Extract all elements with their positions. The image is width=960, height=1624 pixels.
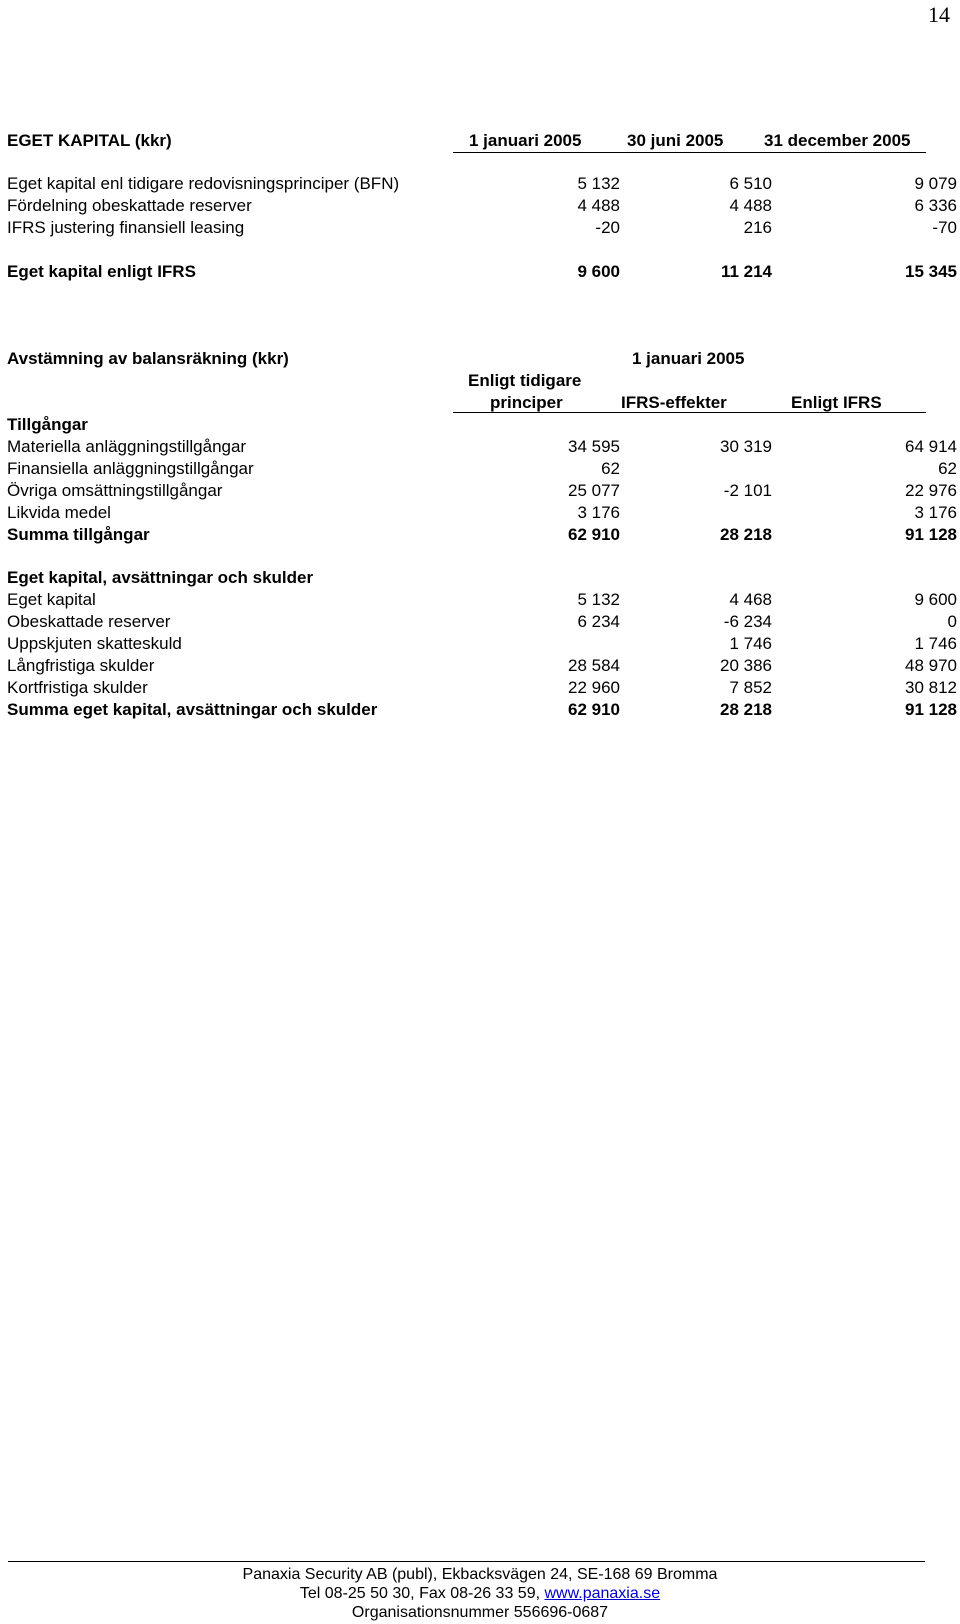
footer-contact xyxy=(0,1585,960,1603)
balance-col1-header: Enligt tidigare xyxy=(468,371,582,390)
cell-value: 9 600 xyxy=(577,262,620,281)
balance-col2-header: IFRS-effekter xyxy=(621,393,727,412)
balance-header-row-1 xyxy=(7,371,960,393)
cell-value: 5 132 xyxy=(577,174,620,193)
cell-value: -20 xyxy=(595,218,620,237)
cell-value: 62 910 xyxy=(568,700,620,719)
table-row xyxy=(7,218,960,240)
cell-value: 6 510 xyxy=(729,174,772,193)
equity-col-header: 30 juni 2005 xyxy=(627,131,724,150)
cell-value: 15 345 xyxy=(905,262,957,281)
cell-value: 28 584 xyxy=(568,656,620,675)
row-label: Kortfristiga skulder xyxy=(7,678,148,697)
balance-date: 1 januari 2005 xyxy=(632,349,745,368)
row-label: Summa eget kapital, avsättningar och skulder xyxy=(7,700,378,719)
row-label: Finansiella anläggningstillgångar xyxy=(7,459,254,478)
liabilities-heading: Eget kapital, avsättningar och skulder xyxy=(7,568,314,587)
cell-value: 4 488 xyxy=(577,196,620,215)
cell-value: 64 914 xyxy=(905,437,957,456)
cell-value: 0 xyxy=(947,612,957,631)
row-label: Likvida medel xyxy=(7,503,111,522)
footer-phone: Tel 08-25 50 30, Fax 08-26 33 59, xyxy=(299,1585,545,1602)
equity-header-row xyxy=(7,131,960,153)
cell-value: 6 234 xyxy=(577,612,620,631)
cell-value: 3 176 xyxy=(577,503,620,522)
row-label: Långfristiga skulder xyxy=(7,656,155,675)
row-label: Övriga omsättningstillgångar xyxy=(7,481,223,500)
cell-value: 20 386 xyxy=(720,656,772,675)
row-label: Fördelning obeskattade reserver xyxy=(7,196,252,215)
cell-value: 34 595 xyxy=(568,437,620,456)
cell-value: 4 488 xyxy=(729,196,772,215)
equity-col-header: 31 december 2005 xyxy=(764,131,911,150)
cell-value: 91 128 xyxy=(905,525,957,544)
table-row xyxy=(7,459,960,481)
section-heading xyxy=(7,568,960,590)
balance-col3-header: Enligt IFRS xyxy=(791,393,882,412)
cell-value: 62 910 xyxy=(568,525,620,544)
row-label: IFRS justering finansiell leasing xyxy=(7,218,245,237)
cell-value: 22 960 xyxy=(568,678,620,697)
table-row xyxy=(7,612,960,634)
row-label: Eget kapital enligt IFRS xyxy=(7,262,196,281)
table-row xyxy=(7,174,960,196)
row-label: Uppskjuten skatteskuld xyxy=(7,634,182,653)
row-label: Materiella anläggningstillgångar xyxy=(7,437,247,456)
cell-value: 4 468 xyxy=(729,590,772,609)
page-number: 14 xyxy=(928,2,950,27)
cell-value: 91 128 xyxy=(905,700,957,719)
table-row xyxy=(7,196,960,218)
website-link[interactable]: www.panaxia.se xyxy=(544,1585,661,1602)
cell-value: 3 176 xyxy=(914,503,957,522)
cell-value: 216 xyxy=(743,218,772,237)
equity-total-row xyxy=(7,262,960,284)
cell-value: 25 077 xyxy=(568,481,620,500)
table-row xyxy=(7,503,960,525)
cell-value: 9 600 xyxy=(914,590,957,609)
assets-total-row xyxy=(7,525,960,547)
cell-value: 1 746 xyxy=(914,634,957,653)
cell-value: 6 336 xyxy=(914,196,957,215)
cell-value: 11 214 xyxy=(720,262,772,281)
balance-title-row xyxy=(7,349,960,371)
row-label: Eget kapital enl tidigare redovisningsprinciper (BFN) xyxy=(7,174,400,193)
cell-value: 48 970 xyxy=(905,656,957,675)
row-label: Obeskattade reserver xyxy=(7,612,171,631)
table-row xyxy=(7,656,960,678)
cell-value: 9 079 xyxy=(914,174,957,193)
table-row xyxy=(7,678,960,700)
liabilities-total-row xyxy=(7,700,960,722)
equity-title: EGET KAPITAL (kkr) xyxy=(7,131,172,150)
section-heading xyxy=(7,415,960,437)
cell-value: 28 218 xyxy=(720,700,772,719)
cell-value: 62 xyxy=(938,459,957,478)
row-label: Eget kapital xyxy=(7,590,96,609)
equity-header-rule xyxy=(453,152,926,153)
footer-org-number: Organisationsnummer 556696-0687 xyxy=(351,1604,609,1621)
cell-value: 62 xyxy=(601,459,620,478)
equity-col-header: 1 januari 2005 xyxy=(469,131,582,150)
cell-value: -6 234 xyxy=(723,612,772,631)
footer-rule xyxy=(8,1561,925,1562)
row-label: Summa tillgångar xyxy=(7,525,150,544)
cell-value: 30 812 xyxy=(905,678,957,697)
cell-value: 22 976 xyxy=(905,481,957,500)
footer-address: Panaxia Security AB (publ), Ekbacksvägen 24, SE-168 69 Bromma xyxy=(242,1566,718,1583)
balance-col1-header: principer xyxy=(490,393,563,412)
cell-value: -70 xyxy=(932,218,957,237)
cell-value: 7 852 xyxy=(729,678,772,697)
cell-value: 1 746 xyxy=(729,634,772,653)
table-row xyxy=(7,590,960,612)
cell-value: 28 218 xyxy=(720,525,772,544)
table-row xyxy=(7,634,960,656)
table-row xyxy=(7,481,960,503)
cell-value: 5 132 xyxy=(577,590,620,609)
cell-value: 30 319 xyxy=(720,437,772,456)
balance-title: Avstämning av balansräkning (kkr) xyxy=(7,349,289,368)
cell-value: -2 101 xyxy=(723,481,772,500)
balance-header-rule xyxy=(453,412,926,413)
table-row xyxy=(7,437,960,459)
assets-heading: Tillgångar xyxy=(7,415,88,434)
